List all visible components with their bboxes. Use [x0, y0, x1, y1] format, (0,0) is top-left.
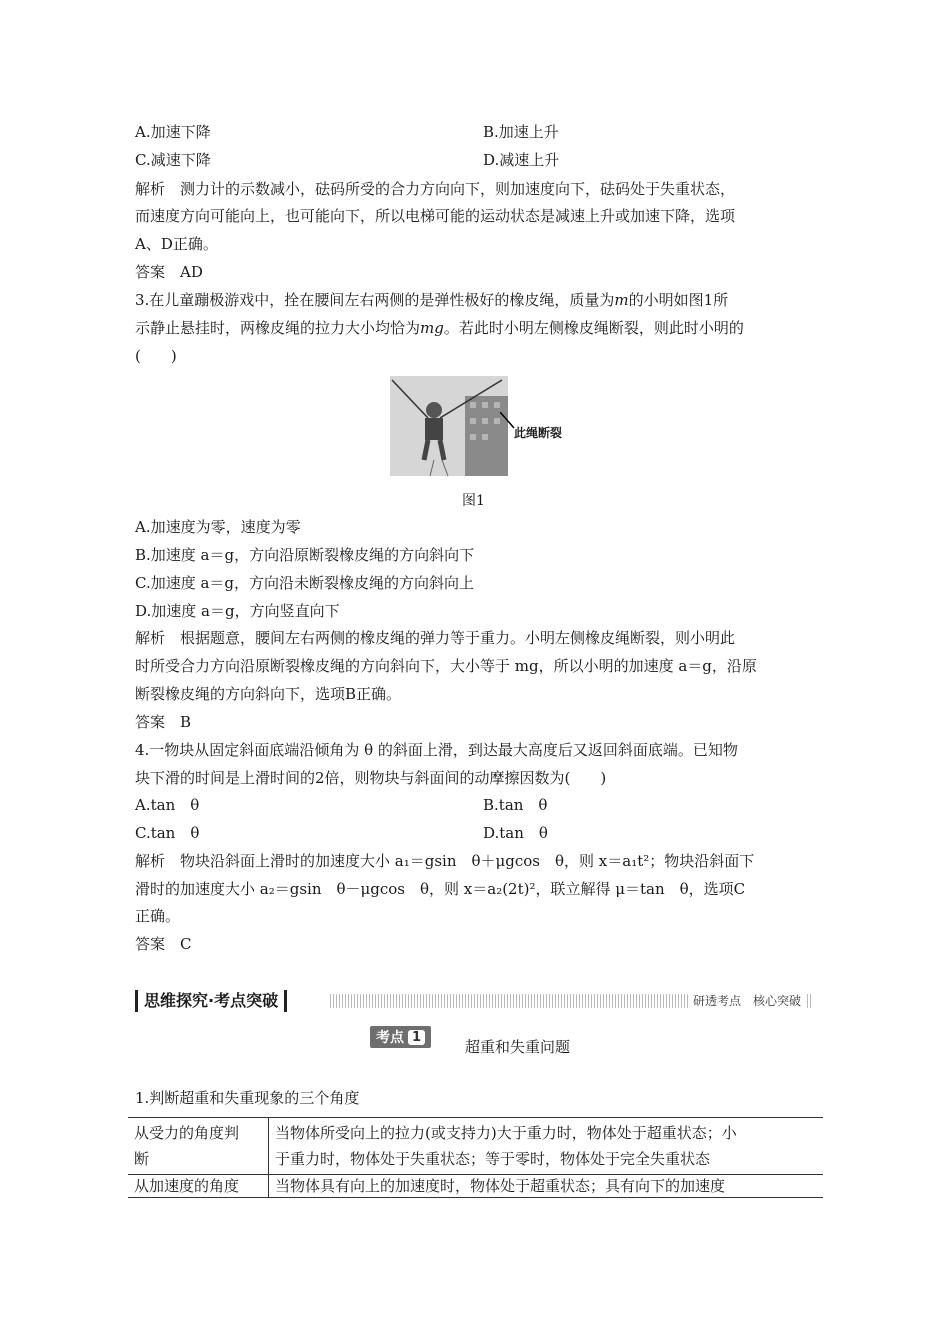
q3-analysis-line-1: 解析 根据题意，腰间左右两侧的橡皮绳的弹力等于重力。小明左侧橡皮绳断裂，则小明此 — [135, 629, 736, 647]
q3-stem-text: 3.在儿童蹦极游戏中，拴在腰间左右两侧的是弹性极好的橡皮绳，质量为 — [135, 291, 615, 309]
q3-option-b: B.加速度 a＝g，方向沿原断裂橡皮绳的方向斜向下 — [135, 546, 475, 564]
table-value-text: 于重力时，物体处于失重状态；等于零时，物体处于完全失重状态 — [275, 1150, 711, 1168]
q2-answer: 答案 AD — [135, 263, 203, 281]
criteria-table — [128, 1117, 823, 1198]
table-key-text: 从受力的角度判 — [134, 1124, 240, 1142]
banner-title: 思维探究·考点突破 — [135, 990, 287, 1012]
q3-answer: 答案 B — [135, 713, 192, 731]
q3-stem-text: 的小明如图1所 — [628, 291, 729, 309]
q2-option-a: A.加速下降 — [135, 123, 211, 141]
table-key-text: 断 — [134, 1150, 150, 1168]
q4-option-c: C.tan θ — [135, 824, 200, 842]
q3-stem-text: 。若此时小明左侧橡皮绳断裂，则此时小明的 — [443, 319, 744, 337]
q2-analysis-line-1: 解析 测力计的示数减小，砝码所受的合力方向向下，则加速度向下，砝码处于失重状态， — [135, 180, 736, 198]
q3-option-a: A.加速度为零，速度为零 — [135, 518, 301, 536]
q2-option-d: D.减速上升 — [483, 151, 560, 169]
topic-badge-label: 考点 — [376, 1030, 404, 1046]
topic-badge — [370, 1026, 431, 1048]
q4-option-d: D.tan θ — [483, 824, 548, 842]
banner-subtitle: 研透考点 核心突破 — [689, 992, 805, 1009]
q3-stem-text: 示静止悬挂时，两橡皮绳的拉力大小均恰为 — [135, 319, 421, 337]
bungee-child-illustration — [390, 376, 508, 476]
q3-analysis-line-2: 时所受合力方向沿原断裂橡皮绳的方向斜向下，大小等于 mg，所以小明的加速度 a＝g，沿原 — [135, 657, 757, 675]
table-key-cell — [128, 1175, 269, 1198]
section-banner — [135, 990, 811, 1012]
q2-analysis-line-2: 而速度方向可能向上，也可能向下，所以电梯可能的运动状态是减速上升或加速下降，选项 — [135, 207, 736, 225]
q4-analysis-line-3: 正确。 — [135, 907, 181, 925]
q3-analysis-line-3: 断裂橡皮绳的方向斜向下，选项B正确。 — [135, 685, 402, 703]
table-value-cell — [269, 1175, 824, 1198]
q3-mass-symbol: m — [614, 291, 629, 309]
topic-title: 超重和失重问题 — [465, 1038, 571, 1056]
q2-option-b: B.加速上升 — [483, 123, 559, 141]
table-value-text: 当物体所受向上的拉力(或支持力)大于重力时，物体处于超重状态；小 — [275, 1124, 737, 1142]
q4-stem-line-1: 4.一物块从固定斜面底端沿倾角为 θ 的斜面上滑，到达最大高度后又返回斜面底端。已知物 — [135, 741, 738, 759]
q2-option-c: C.减速下降 — [135, 151, 211, 169]
q4-option-a: A.tan θ — [135, 796, 200, 814]
topic-badge-box — [370, 1026, 431, 1048]
section-heading: 1.判断超重和失重现象的三个角度 — [135, 1089, 360, 1107]
q2-analysis-line-3: A、D正确。 — [135, 235, 218, 253]
q4-option-b: B.tan θ — [483, 796, 548, 814]
table-value-cell — [269, 1118, 824, 1175]
q4-stem-line-2: 块下滑的时间是上滑时间的2倍，则物块与斜面间的动摩擦因数为( ) — [135, 769, 607, 787]
table-key-text: 从加速度的角度 — [134, 1177, 240, 1195]
q4-answer: 答案 C — [135, 935, 192, 953]
q3-stem-line-2 — [135, 318, 815, 338]
figure-1-photo — [390, 376, 508, 476]
q3-stem-line-1 — [135, 290, 815, 310]
q4-analysis-line-2: 滑时的加速度大小 a₂＝gsin θ－μgcos θ，则 x＝a₂(2t)²，联立解得 μ＝tan θ，选项C — [135, 880, 746, 898]
table-value-text: 当物体具有向上的加速度时，物体处于超重状态；具有向下的加速度 — [275, 1177, 726, 1195]
figure-callout-label: 此绳断裂 — [514, 426, 563, 440]
q3-stem-line-3: ( ) — [135, 347, 177, 365]
table-row — [128, 1175, 823, 1198]
q3-weight-symbol: mg — [420, 319, 444, 337]
figure-caption: 图1 — [462, 493, 485, 509]
topic-badge-number: 1 — [408, 1030, 425, 1045]
q4-analysis-line-1: 解析 物块沿斜面上滑时的加速度大小 a₁＝gsin θ＋μgcos θ，则 x＝a₁t²；物块沿斜面下 — [135, 852, 755, 870]
table-key-cell — [128, 1118, 269, 1175]
q3-option-d: D.加速度 a＝g，方向竖直向下 — [135, 602, 340, 620]
table-row — [128, 1118, 823, 1175]
q3-option-c: C.加速度 a＝g，方向沿未断裂橡皮绳的方向斜向上 — [135, 574, 475, 592]
